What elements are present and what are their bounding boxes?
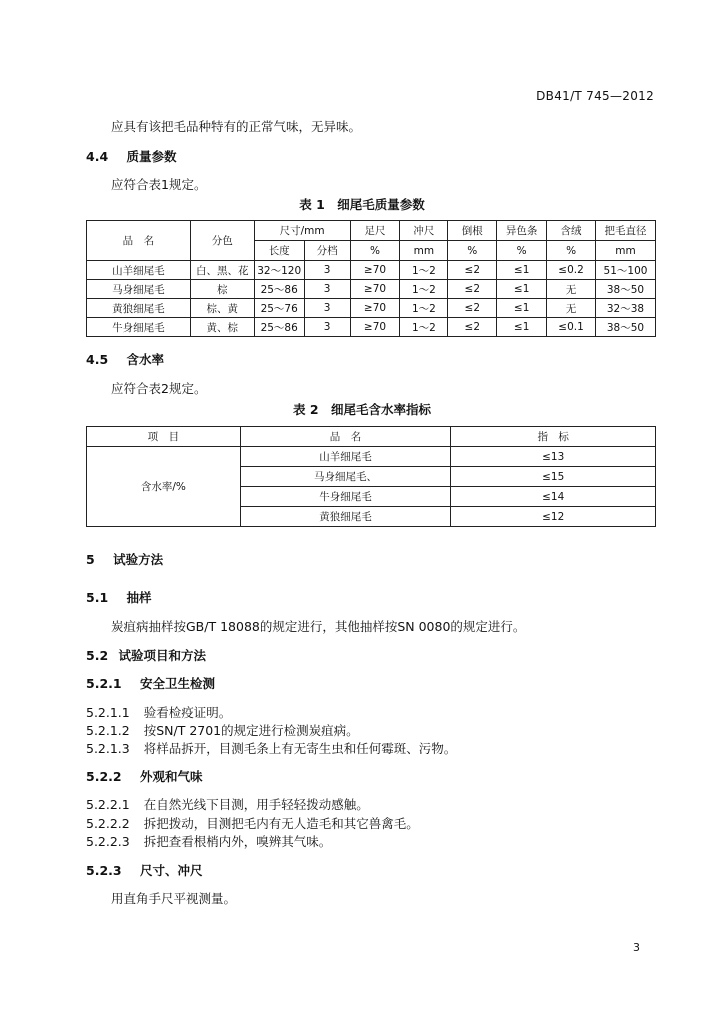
table-row xyxy=(87,280,656,299)
table-row xyxy=(87,447,656,467)
doc-code-header: DB41/T 745—2012 xyxy=(536,89,654,103)
section-5-2-3-body: 用直角手尺平视测量。 xyxy=(111,891,237,906)
cell-name: 黄狼细尾毛 xyxy=(240,507,451,527)
cell-foot: ≥70 xyxy=(350,299,400,318)
cell-daogen: ≤2 xyxy=(448,261,497,280)
section-number: 5 xyxy=(86,552,95,567)
cell-hanrong: 无 xyxy=(547,299,596,318)
cell-hanrong: 无 xyxy=(547,280,596,299)
section-5-2-1-heading xyxy=(86,676,215,692)
cell-diameter: 51～100 xyxy=(596,261,656,280)
cell-name: 马身细尾毛 xyxy=(87,280,191,299)
moisture-content-table xyxy=(86,426,656,527)
section-title: 含水率 xyxy=(126,352,165,367)
cell-foot: ≥70 xyxy=(350,280,400,299)
header-grade: 分档 xyxy=(304,241,350,261)
header-size: 尺寸/mm xyxy=(254,221,350,241)
clause-number: 5.2.1.3 xyxy=(86,741,130,756)
cell-index: ≤14 xyxy=(451,487,656,507)
section-title: 安全卫生检测 xyxy=(139,676,215,691)
clause-number: 5.2.2.1 xyxy=(86,797,130,812)
clause-5-2-1-3 xyxy=(86,741,456,757)
section-number: 5.2 xyxy=(86,648,109,663)
clause-number: 5.2.1.1 xyxy=(86,705,130,720)
paragraph-smell: 应具有该把毛品种特有的正常气味，无异味。 xyxy=(111,119,362,134)
unit-chong: mm xyxy=(400,241,448,261)
cell-yise: ≤1 xyxy=(497,318,547,337)
cell-daogen: ≤2 xyxy=(448,318,497,337)
unit-daogen: % xyxy=(448,241,497,261)
page-number: 3 xyxy=(633,941,640,954)
cell-name: 山羊细尾毛 xyxy=(87,261,191,280)
cell-length: 25～86 xyxy=(254,318,304,337)
section-5-1-heading xyxy=(86,590,152,606)
clause-number: 5.2.2.3 xyxy=(86,834,130,849)
cell-foot: ≥70 xyxy=(350,261,400,280)
table-row xyxy=(87,299,656,318)
cell-daogen: ≤2 xyxy=(448,299,497,318)
section-5-1-body: 炭疽病抽样按GB/T 18088的规定进行，其他抽样按SN 0080的规定进行。 xyxy=(111,619,526,634)
table2-caption: 表 2 细尾毛含水率指标 xyxy=(292,402,432,417)
header-index: 指 标 xyxy=(451,427,656,447)
cell-length: 25～86 xyxy=(254,280,304,299)
header-length: 长度 xyxy=(254,241,304,261)
quality-parameters-table xyxy=(86,220,656,337)
cell-diameter: 38～50 xyxy=(596,280,656,299)
section-5-heading xyxy=(86,552,163,568)
cell-index: ≤15 xyxy=(451,467,656,487)
unit-hanrong: % xyxy=(547,241,596,261)
section-4-4-body: 应符合表1规定。 xyxy=(111,177,207,192)
cell-grade: 3 xyxy=(304,318,350,337)
cell-grade: 3 xyxy=(304,261,350,280)
cell-item: 含水率/% xyxy=(87,447,241,527)
section-number: 5.1 xyxy=(86,590,109,605)
table-row xyxy=(87,318,656,337)
section-title: 外观和气味 xyxy=(139,769,203,784)
cell-grade: 3 xyxy=(304,299,350,318)
cell-color: 棕、黄 xyxy=(190,299,254,318)
section-title: 抽样 xyxy=(126,590,152,605)
cell-chong: 1～2 xyxy=(400,299,448,318)
cell-yise: ≤1 xyxy=(497,261,547,280)
cell-diameter: 38～50 xyxy=(596,318,656,337)
section-number: 4.4 xyxy=(86,149,109,164)
section-4-5-body: 应符合表2规定。 xyxy=(111,381,207,396)
cell-grade: 3 xyxy=(304,280,350,299)
cell-foot: ≥70 xyxy=(350,318,400,337)
section-4-4-heading xyxy=(86,149,177,165)
header-chong: 冲尺 xyxy=(400,221,448,241)
header-item: 项 目 xyxy=(87,427,241,447)
cell-color: 白、黑、花 xyxy=(190,261,254,280)
clause-5-2-1-1 xyxy=(86,705,231,721)
cell-name: 马身细尾毛、 xyxy=(240,467,451,487)
clause-5-2-2-1 xyxy=(86,797,369,813)
table-header-row xyxy=(87,427,656,447)
header-yise: 异色条 xyxy=(497,221,547,241)
clause-text: 拆把拨动，目测把毛内有无人造毛和其它兽禽毛。 xyxy=(143,816,419,831)
cell-color: 黄、棕 xyxy=(190,318,254,337)
header-diameter: 把毛直径 xyxy=(596,221,656,241)
section-number: 4.5 xyxy=(86,352,109,367)
unit-diameter: mm xyxy=(596,241,656,261)
unit-yise: % xyxy=(497,241,547,261)
cell-color: 棕 xyxy=(190,280,254,299)
cell-name: 山羊细尾毛 xyxy=(240,447,451,467)
clause-text: 按SN/T 2701的规定进行检测炭疽病。 xyxy=(143,723,359,738)
cell-daogen: ≤2 xyxy=(448,280,497,299)
clause-5-2-2-2 xyxy=(86,816,419,832)
cell-yise: ≤1 xyxy=(497,280,547,299)
cell-hanrong: ≤0.1 xyxy=(547,318,596,337)
section-title: 试验方法 xyxy=(113,552,164,567)
header-name: 品 名 xyxy=(240,427,451,447)
clause-text: 拆把查看根梢内外，嗅辨其气味。 xyxy=(143,834,332,849)
cell-index: ≤13 xyxy=(451,447,656,467)
cell-chong: 1～2 xyxy=(400,318,448,337)
section-4-5-heading xyxy=(86,352,164,368)
section-5-2-heading xyxy=(86,648,206,664)
clause-number: 5.2.2.2 xyxy=(86,816,130,831)
clause-5-2-1-2 xyxy=(86,723,359,739)
header-daogen: 倒根 xyxy=(448,221,497,241)
section-5-2-2-heading xyxy=(86,769,202,785)
section-number: 5.2.1 xyxy=(86,676,122,691)
clause-text: 验看检疫证明。 xyxy=(143,705,232,720)
clause-5-2-2-3 xyxy=(86,834,331,850)
table-header-row xyxy=(87,221,656,241)
header-hanrong: 含绒 xyxy=(547,221,596,241)
cell-name: 牛身细尾毛 xyxy=(87,318,191,337)
header-color: 分色 xyxy=(190,221,254,261)
cell-yise: ≤1 xyxy=(497,299,547,318)
section-5-2-3-heading xyxy=(86,863,202,879)
section-title: 试验项目和方法 xyxy=(118,648,207,663)
cell-length: 32～120 xyxy=(254,261,304,280)
section-number: 5.2.3 xyxy=(86,863,122,878)
cell-chong: 1～2 xyxy=(400,280,448,299)
cell-name: 牛身细尾毛 xyxy=(240,487,451,507)
cell-name: 黄狼细尾毛 xyxy=(87,299,191,318)
section-title: 质量参数 xyxy=(126,149,177,164)
table-row xyxy=(87,261,656,280)
clause-text: 在自然光线下目测，用手轻轻拨动感触。 xyxy=(143,797,369,812)
cell-diameter: 32～38 xyxy=(596,299,656,318)
cell-chong: 1～2 xyxy=(400,261,448,280)
header-name: 品 名 xyxy=(87,221,191,261)
unit-foot: % xyxy=(350,241,400,261)
section-number: 5.2.2 xyxy=(86,769,122,784)
clause-text: 将样品拆开，目测毛条上有无寄生虫和任何霉斑、污物。 xyxy=(143,741,457,756)
table1-caption: 表 1 细尾毛质量参数 xyxy=(299,197,425,212)
header-foot: 足尺 xyxy=(350,221,400,241)
cell-hanrong: ≤0.2 xyxy=(547,261,596,280)
cell-length: 25～76 xyxy=(254,299,304,318)
clause-number: 5.2.1.2 xyxy=(86,723,130,738)
section-title: 尺寸、冲尺 xyxy=(139,863,203,878)
cell-index: ≤12 xyxy=(451,507,656,527)
